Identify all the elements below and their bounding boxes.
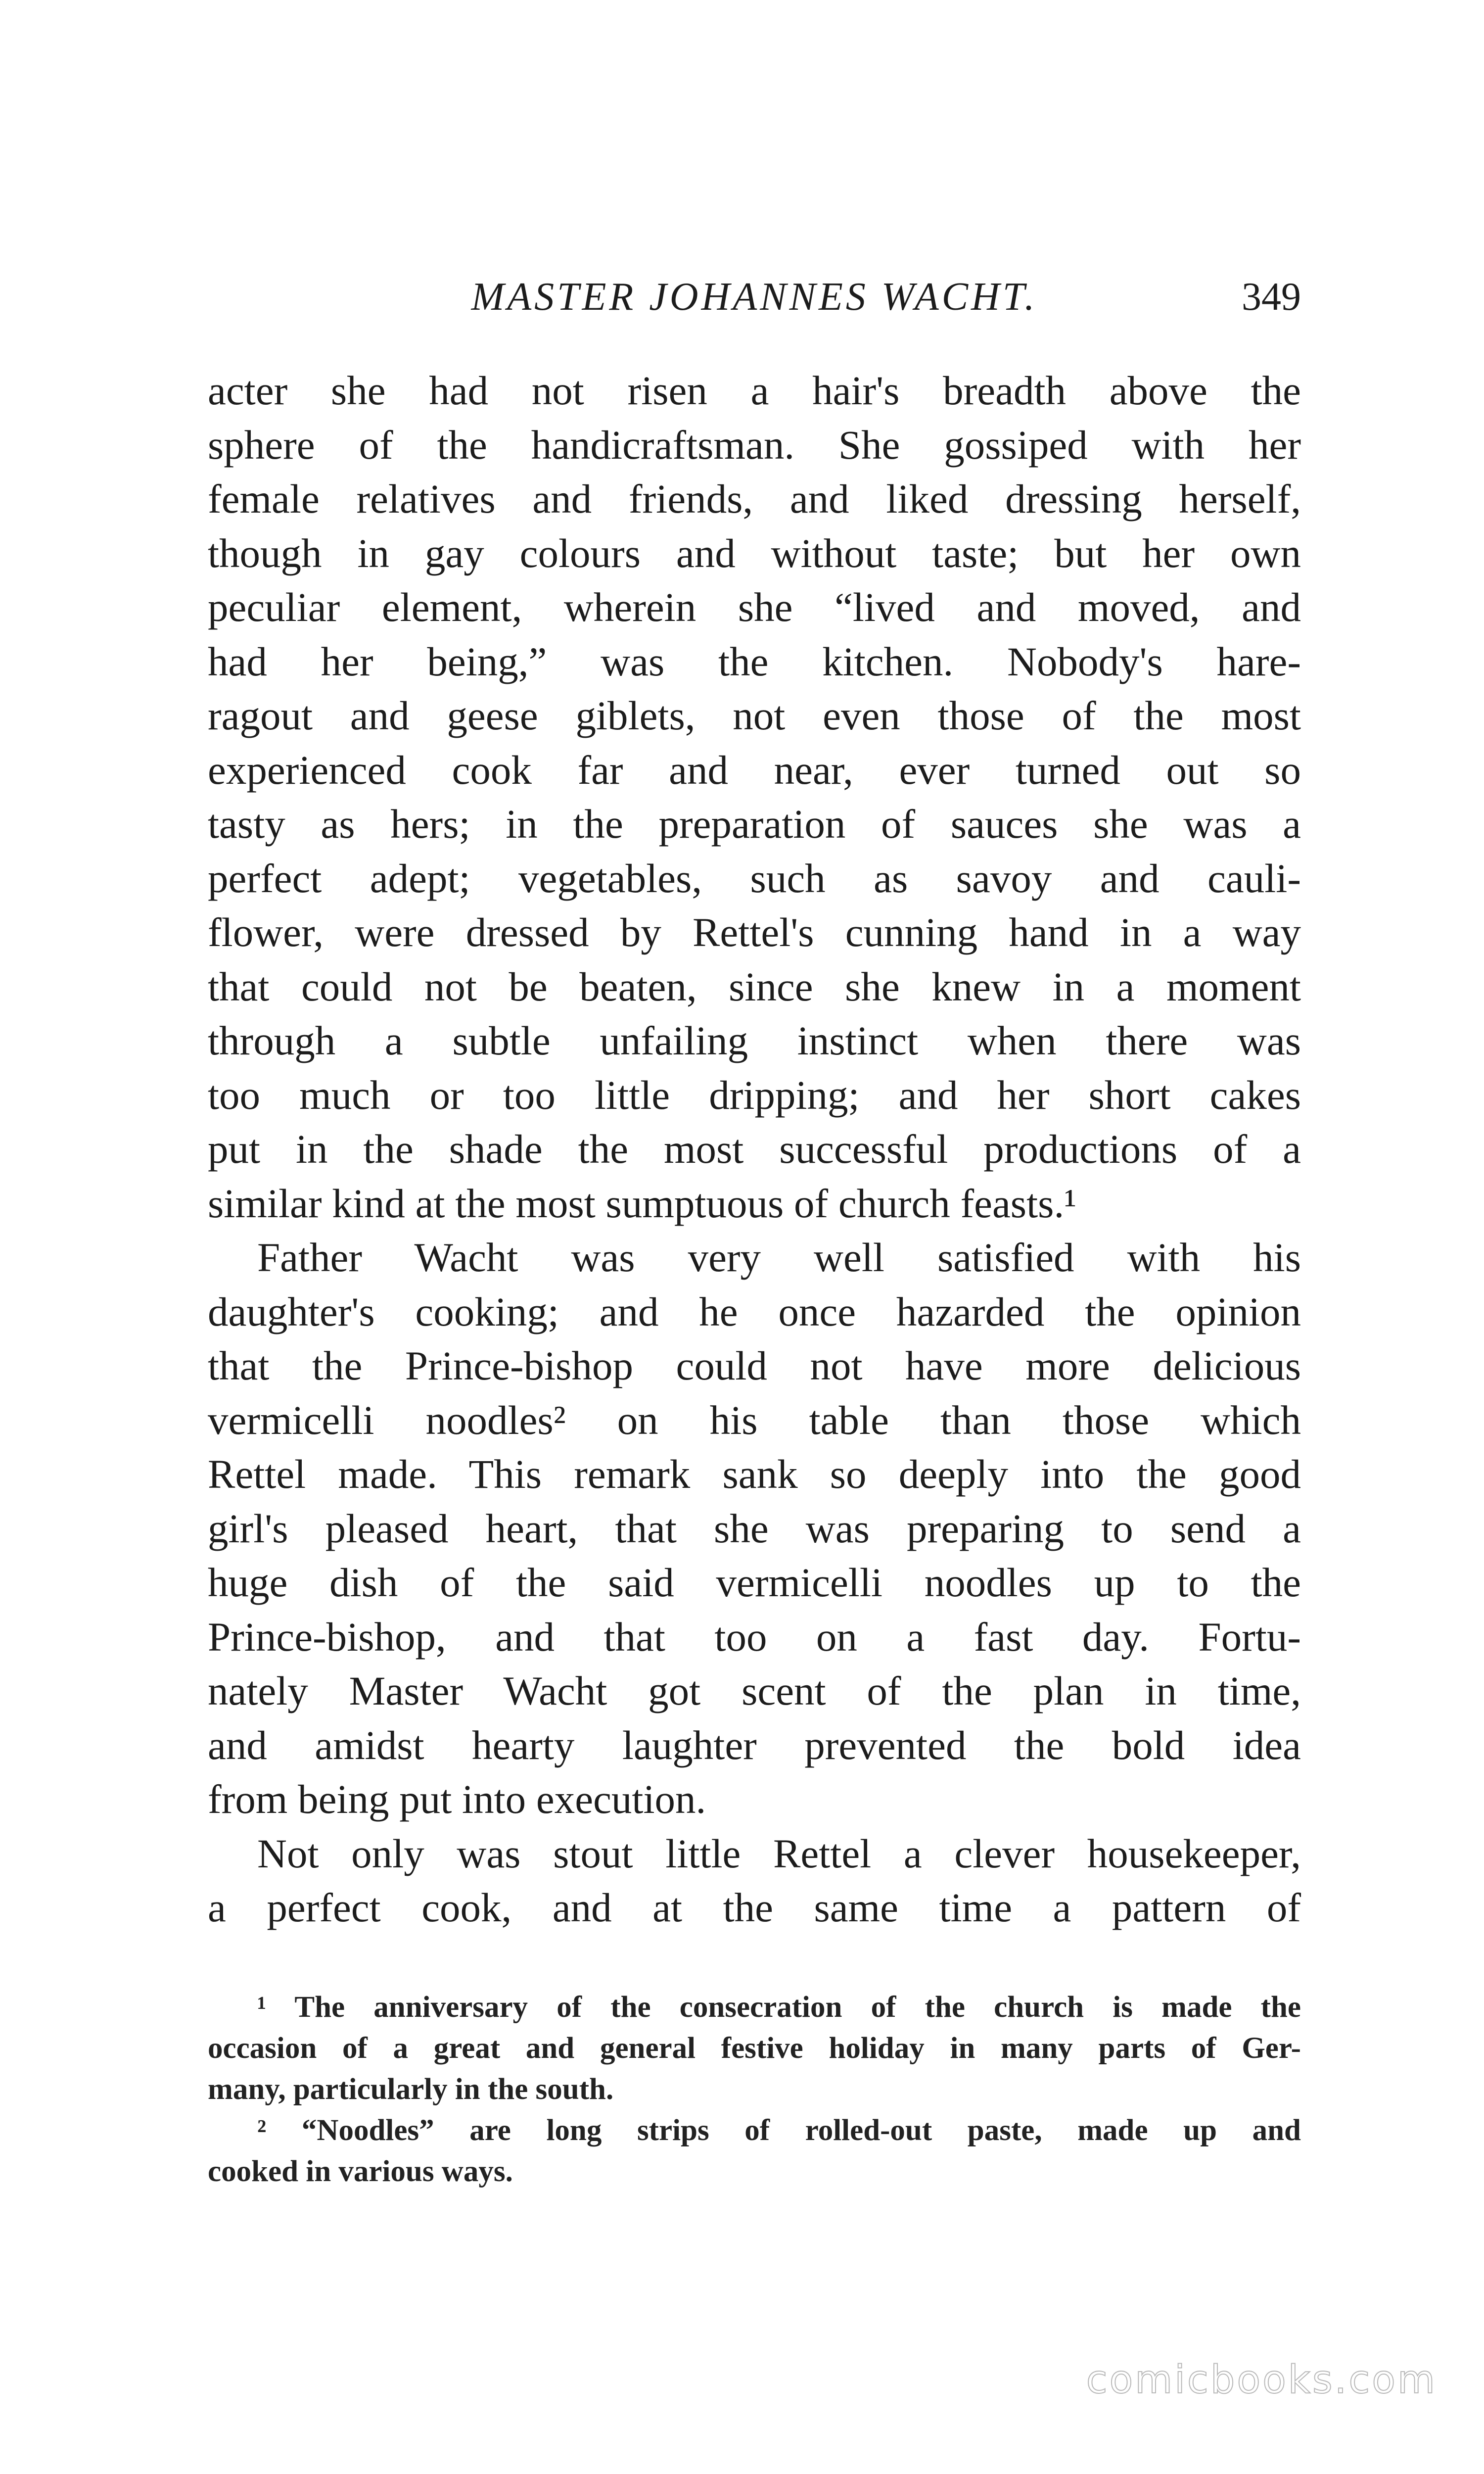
text-line: Prince-bishop, and that too on a fast day. Fortu- [208, 1614, 1301, 1660]
text-line: tasty as hers; in the preparation of sauces she was a [208, 801, 1301, 847]
paragraph-start-line: Father Wacht was very well satisfied with his [257, 1235, 1301, 1280]
running-title: MASTER JOHANNES WACHT. [471, 275, 1038, 319]
text-line: nately Master Wacht got scent of the plan in time, [208, 1668, 1301, 1713]
text-line: flower, were dressed by Rettel's cunning hand in a way [208, 909, 1301, 955]
page-number: 349 [1242, 275, 1301, 319]
text-line: put in the shade the most successful productions of a [208, 1126, 1301, 1172]
text-line: girl's pleased heart, that she was preparing to send a [208, 1505, 1301, 1551]
text-line: that could not be beaten, since she knew in a moment [208, 963, 1301, 1009]
footnote-line: cooked in various ways. [208, 2155, 513, 2188]
text-line: similar kind at the most sumptuous of church feasts.¹ [208, 1180, 1077, 1226]
text-line: perfect adept; vegetables, such as savoy and cauli- [208, 855, 1301, 901]
text-line: acter she had not risen a hair's breadth above the [208, 368, 1301, 413]
text-line: Rettel made. This remark sank so deeply into the good [208, 1451, 1301, 1497]
text-line: female relatives and friends, and liked dressing herself, [208, 476, 1301, 522]
text-line: vermicelli noodles² on his table than those which [208, 1397, 1301, 1443]
footnote-2: ² “Noodles” are long strips of rolled-out paste, made up and [257, 2114, 1301, 2147]
paragraph-start-line: Not only was stout little Rettel a clever housekeeper, [257, 1830, 1301, 1876]
footnote-1: ¹ The anniversary of the consecration of the church is made the [257, 1991, 1301, 2024]
text-line: through a subtle unfailing instinct when there was [208, 1018, 1301, 1063]
text-line: huge dish of the said vermicelli noodles up to the [208, 1560, 1301, 1605]
text-line: from being put into execution. [208, 1776, 706, 1822]
text-line: peculiar element, wherein she “lived and moved, and [208, 584, 1301, 630]
footnote-line: occasion of a great and general festive holiday in many parts of Ger- [208, 2032, 1301, 2065]
text-line: daughter's cooking; and he once hazarded the opinion [208, 1288, 1301, 1334]
body-text [208, 364, 1301, 1935]
text-line: that the Prince-bishop could not have more delicious [208, 1343, 1301, 1388]
text-line: and amidst hearty laughter prevented the bold idea [208, 1722, 1301, 1768]
text-line: had her being,” was the kitchen. Nobody's hare- [208, 638, 1301, 684]
watermark: comicbooks.com [1086, 2358, 1437, 2402]
text-line: sphere of the handicraftsman. She gossiped with her [208, 422, 1301, 468]
text-line: a perfect cook, and at the same time a pattern of [208, 1885, 1301, 1930]
text-line: experienced cook far and near, ever turned out so [208, 747, 1301, 793]
footnotes [208, 1987, 1301, 2192]
text-line: though in gay colours and without taste; but her own [208, 530, 1301, 576]
text-line: ragout and geese giblets, not even those of the most [208, 693, 1301, 738]
page-header [208, 275, 1301, 334]
footnote-line: many, particularly in the south. [208, 2073, 614, 2106]
text-line: too much or too little dripping; and her short cakes [208, 1072, 1301, 1118]
